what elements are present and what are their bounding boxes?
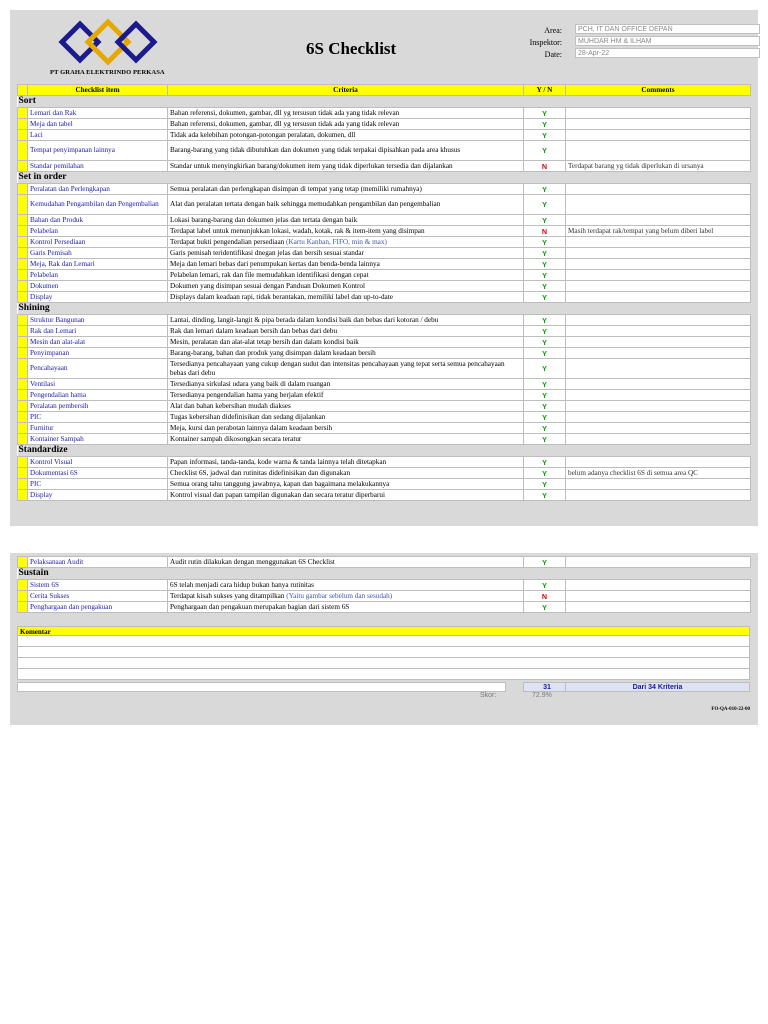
checklist-item: PIC [28, 479, 168, 490]
comment-cell[interactable] [566, 315, 751, 326]
checklist-item: Standar pemilahan [28, 161, 168, 172]
score-blank [17, 682, 506, 692]
row-marker [18, 141, 28, 161]
table-row [18, 215, 751, 226]
criteria-text: Barang-barang yang tidak dibutuhkan dan dokumen yang tidak terpakai dipisahkan pada area khusus [170, 146, 461, 154]
comment-cell[interactable] [566, 326, 751, 337]
comment-cell[interactable] [566, 270, 751, 281]
checklist-item: Meja, Rak dan Lemari [28, 259, 168, 270]
header-band [10, 10, 758, 76]
comment-cell[interactable] [566, 580, 751, 591]
yn-cell[interactable]: Y [524, 315, 566, 326]
score-of-text: Dari 34 Kriteria [565, 682, 750, 692]
criteria-text: Papan informasi, tanda-tanda, kode warna & tanda lainnya telah ditetapkan [170, 457, 387, 466]
row-marker [18, 580, 28, 591]
checklist-item: Furnitur [28, 423, 168, 434]
score-row [17, 682, 750, 692]
criteria-cell [168, 359, 524, 379]
row-marker [18, 119, 28, 130]
table-row [18, 580, 751, 591]
criteria-cell [168, 412, 524, 423]
yn-cell[interactable]: N [524, 226, 566, 237]
table-row [18, 161, 751, 172]
checklist-item: Struktur Bangunan [28, 315, 168, 326]
criteria-text: Kontrol visual dan papan tampilan digunakan dan secara teratur diperbarui [170, 490, 385, 499]
criteria-text: Kontainer sampah dikosongkan secara teratur [170, 434, 302, 443]
criteria-text: Terdapat kisah sukses yang ditampilkan [170, 591, 285, 600]
yn-cell[interactable]: Y [524, 326, 566, 337]
row-marker [18, 270, 28, 281]
yn-cell[interactable]: Y [524, 602, 566, 613]
score-count: 31 [523, 682, 571, 692]
row-marker [18, 337, 28, 348]
yn-cell[interactable]: Y [524, 390, 566, 401]
criteria-cell [168, 468, 524, 479]
comment-cell[interactable] [566, 337, 751, 348]
table-row [18, 423, 751, 434]
table-row [18, 602, 751, 613]
form-code: FO-QA-010-22-00 [711, 707, 750, 712]
row-marker [18, 423, 28, 434]
table-row [18, 315, 751, 326]
criteria-cell [168, 184, 524, 195]
criteria-cell [168, 108, 524, 119]
criteria-cell [168, 490, 524, 501]
comment-cell[interactable] [566, 215, 751, 226]
section-header [18, 303, 751, 315]
yn-cell[interactable]: Y [524, 237, 566, 248]
comment-cell[interactable] [566, 591, 751, 602]
checklist-item: Pelaksanaan Audit [28, 557, 168, 568]
criteria-cell [168, 292, 524, 303]
criteria-text: Dokumen yang disimpan sesuai dengan Panduan Dokumen Kontrol [170, 281, 366, 290]
row-marker [18, 602, 28, 613]
table-row [18, 401, 751, 412]
checklist-item: Garis Pemisah [28, 248, 168, 259]
criteria-text: Tidak ada kelebihan potongan-potongan peralatan, dokumen, dll [170, 130, 356, 139]
criteria-note: (Yaitu gambar sebelum dan sesudah) [286, 591, 393, 600]
row-marker [18, 226, 28, 237]
comment-cell[interactable] [566, 479, 751, 490]
comment-cell[interactable] [566, 141, 751, 161]
skor-value: 72.9% [532, 692, 552, 699]
checklist-item: Sistem 6S [28, 580, 168, 591]
yn-cell[interactable]: Y [524, 248, 566, 259]
yn-cell[interactable]: Y [524, 195, 566, 215]
row-marker [18, 401, 28, 412]
yn-cell[interactable]: N [524, 591, 566, 602]
row-marker [18, 281, 28, 292]
yn-cell[interactable]: Y [524, 557, 566, 568]
criteria-cell [168, 130, 524, 141]
inspector-label: Inspektor: [529, 38, 562, 47]
checklist-item: Penghargaan dan pengakuan [28, 602, 168, 613]
table-row [18, 184, 751, 195]
row-marker [18, 557, 28, 568]
criteria-cell [168, 270, 524, 281]
criteria-text: Standar untuk menyingkirkan barang/dokumen item yang tidak diperlukan tersedia dan dijalankan [170, 161, 453, 170]
row-marker [18, 379, 28, 390]
yn-cell[interactable]: Y [524, 412, 566, 423]
comment-cell[interactable] [566, 184, 751, 195]
comment-cell[interactable] [566, 259, 751, 270]
comment-cell[interactable] [566, 292, 751, 303]
criteria-cell [168, 348, 524, 359]
comment-cell[interactable] [566, 237, 751, 248]
comment-box[interactable] [17, 626, 750, 680]
date-label: Date: [544, 50, 562, 59]
comment-cell[interactable] [566, 557, 751, 568]
criteria-text: Semua peralatan dan perlengkapan disimpan di tempat yang tetap (memiliki rumahnya) [170, 184, 422, 193]
comment-line[interactable] [17, 669, 750, 680]
area-field[interactable]: PCH, IT DAN OFFICE DEPAN [575, 24, 760, 34]
comment-cell[interactable] [566, 490, 751, 501]
row-marker [18, 161, 28, 172]
criteria-cell [168, 591, 524, 602]
area-label: Area: [544, 26, 562, 35]
criteria-text: Pelabelan lemari, rak dan file memudahkan identifikasi dengan cepat [170, 270, 369, 279]
checklist-item: Meja dan tabel [28, 119, 168, 130]
criteria-cell [168, 226, 524, 237]
yn-cell[interactable]: Y [524, 423, 566, 434]
comment-cell[interactable] [566, 195, 751, 215]
yn-cell[interactable]: Y [524, 215, 566, 226]
comment-cell[interactable] [566, 423, 751, 434]
table-row [18, 281, 751, 292]
row-marker [18, 457, 28, 468]
comment-cell[interactable] [566, 119, 751, 130]
row-marker [18, 348, 28, 359]
yn-cell[interactable]: N [524, 161, 566, 172]
yn-cell[interactable]: Y [524, 270, 566, 281]
criteria-text: Penghargaan dan pengakuan merupakan bagian dari sistem 6S [170, 602, 350, 611]
table-row [18, 490, 751, 501]
criteria-note: (Kartu Kanban, FIFO, min & max) [286, 237, 387, 246]
row-marker [18, 130, 28, 141]
table-row [18, 130, 751, 141]
yn-cell[interactable]: Y [524, 580, 566, 591]
section-title: Sustain [18, 568, 751, 580]
comment-label: Komentar [17, 626, 750, 636]
table-row [18, 434, 751, 445]
row-marker [18, 315, 28, 326]
table-row [18, 195, 751, 215]
row-marker [18, 108, 28, 119]
criteria-cell [168, 195, 524, 215]
checklist-item: Kontrol Visual [28, 457, 168, 468]
criteria-cell [168, 259, 524, 270]
comment-cell[interactable] [566, 130, 751, 141]
table-row [18, 141, 751, 161]
date-field[interactable]: 28-Apr-22 [575, 48, 760, 58]
yn-cell[interactable]: Y [524, 468, 566, 479]
table-row [18, 119, 751, 130]
table-row [18, 468, 751, 479]
row-marker [18, 591, 28, 602]
row-marker [18, 479, 28, 490]
criteria-text: Terdapat bukti pengendalian persediaan [170, 237, 285, 246]
table-row [18, 390, 751, 401]
criteria-text: Meja, kursi dan perabotan lainnya dalam keadaan bersih [170, 423, 333, 432]
checklist-item: Cerita Sukses [28, 591, 168, 602]
inspector-field[interactable]: MUHDAR HM & ILHAM [575, 36, 760, 46]
criteria-text: Audit rutin dilakukan dengan menggunakan 6S Checklist [170, 557, 335, 566]
table-row [18, 379, 751, 390]
checklist-item: Dokumentasi 6S [28, 468, 168, 479]
table-row [18, 226, 751, 237]
checklist-item: Kontrol Persediaan [28, 237, 168, 248]
comment-cell[interactable] [566, 401, 751, 412]
criteria-cell [168, 237, 524, 248]
comment-cell[interactable]: Terdapat barang yg tidak diperlukan di ursanya [566, 161, 751, 172]
skor-label: Skor: [480, 692, 497, 699]
yn-cell[interactable]: Y [524, 130, 566, 141]
page-title: 6S Checklist [306, 39, 397, 58]
criteria-cell [168, 379, 524, 390]
checklist-item: Pelabelan [28, 270, 168, 281]
criteria-text: 6S telah menjadi cara hidup bukan hanya rutinitas [170, 580, 314, 589]
table-row [18, 292, 751, 303]
criteria-text: Semua orang tahu tanggung jawabnya, kapan dan bagaimana melakukannya [170, 479, 390, 488]
comment-cell[interactable] [566, 602, 751, 613]
comment-cell[interactable] [566, 281, 751, 292]
yn-cell[interactable]: Y [524, 348, 566, 359]
row-marker [18, 237, 28, 248]
criteria-cell [168, 457, 524, 468]
checklist-item: Kemudahan Pengambilan dan Pengembalian [28, 195, 168, 215]
criteria-text: Displays dalam keadaan rapi, tidak berantakan, memiliki label dan up-to-date [170, 292, 393, 301]
section-title: Standardize [18, 445, 751, 457]
row-marker [18, 490, 28, 501]
row-marker [18, 195, 28, 215]
comment-line[interactable] [17, 647, 750, 658]
table-row [18, 348, 751, 359]
yn-cell[interactable]: Y [524, 379, 566, 390]
checklist-item: Rak dan Lemari [28, 326, 168, 337]
section-header [18, 445, 751, 457]
row-marker [18, 184, 28, 195]
criteria-cell [168, 434, 524, 445]
criteria-text: Barang-barang, bahan dan produk yang disimpan dalam keadaan bersih [170, 348, 376, 357]
yn-cell[interactable]: Y [524, 434, 566, 445]
checklist-table [17, 84, 751, 501]
section-title: Set in order [18, 172, 751, 184]
yn-cell[interactable]: Y [524, 141, 566, 161]
row-marker [18, 390, 28, 401]
row-marker [18, 259, 28, 270]
criteria-cell [168, 281, 524, 292]
yn-cell[interactable]: Y [524, 359, 566, 379]
criteria-cell [168, 580, 524, 591]
comment-cell[interactable] [566, 248, 751, 259]
criteria-text: Tersedianya pencahayaan yang cukup dengan sudut dan intensitas pencahayaan yang tepat serta semua pencahayaan bebas dari debu [170, 359, 505, 377]
criteria-text: Tersedianya pengendalian hama yang berjalan efektif [170, 390, 324, 399]
comment-line[interactable] [17, 658, 750, 669]
criteria-text: Lokasi barang-barang dan dokumen jelas dan tertata dengan baik [170, 215, 358, 224]
row-marker [18, 292, 28, 303]
yn-cell[interactable]: Y [524, 457, 566, 468]
criteria-cell [168, 141, 524, 161]
checklist-item: Lemari dan Rak [28, 108, 168, 119]
table-row [18, 259, 751, 270]
header-marker [18, 85, 28, 96]
criteria-cell [168, 326, 524, 337]
table-row [18, 270, 751, 281]
checklist-item: Kontainer Sampah [28, 434, 168, 445]
checklist-item: Pengendalian hama [28, 390, 168, 401]
checklist-item: Mesin dan alat-alat [28, 337, 168, 348]
checklist-item: Bahan dan Produk [28, 215, 168, 226]
criteria-text: Bahan referensi, dokumen, gambar, dll yg tersusun tidak ada yang tidak relevan [170, 108, 400, 117]
row-marker [18, 326, 28, 337]
table-row [18, 591, 751, 602]
col-header-criteria: Criteria [168, 85, 524, 96]
section-header [18, 96, 751, 108]
criteria-text: Bahan referensi, dokumen, gambar, dll yg tersusun tidak ada yang tidak relevan [170, 119, 400, 128]
col-header-yn: Y / N [524, 85, 566, 96]
yn-cell[interactable]: Y [524, 184, 566, 195]
section-title: Shining [18, 303, 751, 315]
section-header [18, 568, 751, 580]
yn-cell[interactable]: Y [524, 108, 566, 119]
yn-cell[interactable]: Y [524, 259, 566, 270]
yn-cell[interactable]: Y [524, 119, 566, 130]
checklist-item: Ventilasi [28, 379, 168, 390]
row-marker [18, 215, 28, 226]
criteria-cell [168, 337, 524, 348]
criteria-cell [168, 390, 524, 401]
comment-cell[interactable] [566, 434, 751, 445]
comment-cell[interactable] [566, 379, 751, 390]
table-row [18, 557, 751, 568]
checklist-table-2 [17, 556, 751, 613]
table-row [18, 108, 751, 119]
yn-cell[interactable]: Y [524, 401, 566, 412]
section-header [18, 172, 751, 184]
yn-cell[interactable]: Y [524, 490, 566, 501]
table-row [18, 337, 751, 348]
checklist-item: Display [28, 490, 168, 501]
checklist-item: PIC [28, 412, 168, 423]
col-header-comments: Comments [566, 85, 751, 96]
section-title: Sort [18, 96, 751, 108]
yn-cell[interactable]: Y [524, 337, 566, 348]
table-row [18, 479, 751, 490]
criteria-cell [168, 557, 524, 568]
comment-line[interactable] [17, 636, 750, 647]
col-header-item: Checklist item [28, 85, 168, 96]
table-row [18, 237, 751, 248]
table-row [18, 412, 751, 423]
criteria-cell [168, 423, 524, 434]
criteria-text: Alat dan peralatan tertata dengan baik sehingga memudahkan pengambilan dan pengembalian [170, 200, 441, 208]
table-row [18, 326, 751, 337]
criteria-cell [168, 248, 524, 259]
yn-cell[interactable]: Y [524, 292, 566, 303]
checklist-item: Peralatan pembersih [28, 401, 168, 412]
criteria-cell [168, 161, 524, 172]
checklist-item: Penyimpanan [28, 348, 168, 359]
checklist-item: Laci [28, 130, 168, 141]
yn-cell[interactable]: Y [524, 281, 566, 292]
checklist-item: Pelabelan [28, 226, 168, 237]
criteria-text: Terdapat label untuk menunjukkan lokasi, wadah, kotak, rak & item-item yang disimpan [170, 226, 425, 235]
checklist-item: Tempat penyimpanan lainnya [28, 141, 168, 161]
comment-cell[interactable] [566, 390, 751, 401]
criteria-text: Tersedianya sirkulasi udara yang baik di dalam ruangan [170, 379, 331, 388]
checklist-item: Display [28, 292, 168, 303]
criteria-cell [168, 119, 524, 130]
criteria-text: Meja dan lemari bebas dari penumpukan kertas dan benda-benda lainnya [170, 259, 380, 268]
row-marker [18, 359, 28, 379]
company-name: PT GRAHA ELEKTRINDO PERKASA [50, 69, 165, 76]
criteria-cell [168, 315, 524, 326]
criteria-cell [168, 215, 524, 226]
checklist-item: Dokumen [28, 281, 168, 292]
criteria-text: Rak dan lemari dalam keadaan bersih dan bebas dari debu [170, 326, 338, 335]
table-row [18, 457, 751, 468]
row-marker [18, 434, 28, 445]
criteria-cell [168, 602, 524, 613]
table-row [18, 359, 751, 379]
criteria-text: Lantai, dinding, langit-langit & pipa berada dalam kondisi baik dan bebas dari kotoran / debu [170, 315, 439, 324]
yn-cell[interactable]: Y [524, 479, 566, 490]
checklist-item: Pencahayaan [28, 359, 168, 379]
row-marker [18, 248, 28, 259]
comment-cell[interactable]: belum adanya checklist 6S di semua area QC [566, 468, 751, 479]
row-marker [18, 468, 28, 479]
company-logo-icon [58, 18, 158, 66]
criteria-text: Tugas kebersihan didefinisikan dan sedang dijalankan [170, 412, 326, 421]
comment-cell[interactable] [566, 108, 751, 119]
criteria-text: Garis pemisah teridentifikasi dnegan jelas dan bersih sesuai standar [170, 248, 365, 257]
criteria-cell [168, 401, 524, 412]
criteria-cell [168, 479, 524, 490]
comment-cell[interactable] [566, 457, 751, 468]
comment-cell[interactable] [566, 359, 751, 379]
checklist-item: Peralatan dan Perlengkapan [28, 184, 168, 195]
comment-cell[interactable] [566, 348, 751, 359]
criteria-text: Checklist 6S, jadwal dan rutinitas didefinisikan dan digunakan [170, 468, 351, 477]
criteria-text: Alat dan bahan kebersihan mudah diakses [170, 401, 291, 410]
comment-cell[interactable] [566, 412, 751, 423]
column-header-row [18, 85, 751, 96]
criteria-text: Mesin, peralatan dan alat-alat tetap bersih dan dalam kondisi baik [170, 337, 359, 346]
row-marker [18, 412, 28, 423]
table-row [18, 248, 751, 259]
comment-cell[interactable]: Masih terdapat rak/tempat yang belum diberi label [566, 226, 751, 237]
